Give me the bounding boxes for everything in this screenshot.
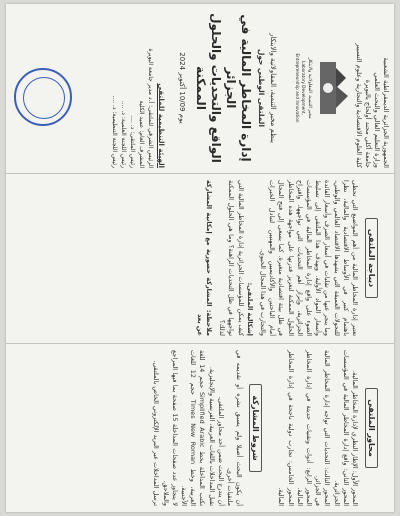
- axes-panel: [6, 344, 394, 512]
- organizer-line: ينظم مخبر التنمية، المقاولاتية والابتكار: [269, 33, 277, 143]
- committee-item: رئيس اللجنة التنظيمية: د. ....: [111, 95, 118, 168]
- faculty-line: كلية العلوم الاقتصادية والتجارية وعلوم التسيير: [355, 43, 363, 168]
- preamble-heading: ديباجة الملتقى: [365, 218, 378, 298]
- committee-item: الرئيس الشرفي للملتقى: أ.د مدير جامعة البويرة: [147, 48, 154, 168]
- problem-label: إشكالية الملتقى:: [245, 282, 254, 336]
- axis-item: المحور الثاني: واقع إدارة المخاطر المالية في المؤسسات الجزائرية.: [332, 350, 350, 506]
- problem-text: كيف يمكن للمؤسسات الجزائرية إدارة المخاطر المالية التي تواجهها في ظل التحديات الراهنة؟ وما هي الحلول الممكنة لذلك؟: [218, 180, 245, 336]
- lab-name-ar: مخبر التنمية، المقاولاتية والابتكار: [307, 57, 312, 119]
- axis-item: المحور الرابع: أدوات وتقنيات حديثة في إدارة المخاطر المالية.: [295, 350, 313, 506]
- committee-list: [110, 8, 155, 168]
- ministry-line: وزارة التعليم العالي والبحث العلمي: [373, 72, 381, 168]
- condition-item: أن يكون البحث أصيلا ولم يسبق نشره أو تقديمه في ملتقيات أخرى.: [225, 350, 244, 506]
- axis-item: المحور الأول: الإطار النظري لإدارة المخاطر المالية.: [351, 370, 359, 506]
- axes-heading: محاور الملتقى: [365, 388, 378, 468]
- event-title-line2: الواقع والتحديات والحلول الممكنة: [194, 13, 223, 163]
- conditions-heading: شروط المشاركة: [249, 384, 262, 471]
- condition-item: أن يندرج البحث ضمن أحد محاور الملتقى.: [216, 396, 225, 506]
- event-title-line1: إدارة المخاطر المالية في الجزائر: [224, 14, 253, 162]
- lab-name-en: Laboratory Development, Entrepreneurship and Innovation: [295, 53, 306, 123]
- preamble-text: تعتبر إدارة المخاطر المالية من أهم المواضيع التي تحظى باهتمام كبير في الأوساط الاقتصادية والمالية، نظرا للتحولات العميقة التي يشهدها الاقتصاد العالمي والوطني، وما ينجر عنها من تقلبات في أسعار الصرف وأسعار الفائدة وأسعار المواد الأولية. ويهدف هذا الملتقى إلى تسليط الضوء على واقع إدارة المخاطر المالية في المؤسسات الجزائرية، وإبراز أهم التحديات التي تواجهها، واقتراح الحلول الممكنة لتعزيز قدرتها على مواجهة هذه المخاطر في ظل بيئة اقتصادية متغيرة. كما يسعى إلى فتح المجال أمام الباحثين والأكاديميين والمهنيين لتبادل الخبرات والتجارب في هذا المجال الحيوي.: [258, 180, 359, 336]
- committee-item: رئيس الملتقى: د. ....: [129, 115, 136, 168]
- condition-item: ترسل المداخلات عبر البريد الإلكتروني الخاص بالملتقى.: [152, 360, 161, 506]
- cover-panel: [6, 4, 394, 172]
- committee-heading: الهيئة التنظيمية للملتقى: [157, 83, 165, 168]
- axis-item: المحور الثالث: التحديات التي تواجه إدارة المخاطر المالية في الجزائر.: [314, 350, 332, 506]
- university-seal: [14, 68, 72, 126]
- condition-item: لا يتجاوز عدد صفحات المداخلة 15 صفحة بما فيها المراجع والملاحق.: [161, 350, 179, 506]
- event-date: يوم 10/09 أكتوبر 2024: [178, 52, 186, 124]
- country-line: الجمهورية الجزائرية الديمقراطية الشعبية: [382, 57, 390, 168]
- axis-item: المحور الخامس: تجارب دولية ناجحة في إدارة المخاطر المالية.: [277, 350, 295, 506]
- event-type: الملتقى الوطني حول: [257, 48, 266, 127]
- lab-logo-icon: [316, 58, 350, 118]
- committee-item: رئيس اللجنة العلمية: د. ....: [120, 100, 127, 168]
- condition-item: تقبل المداخلات باللغات العربية، الفرنسية والإنجليزية.: [207, 366, 216, 506]
- condition-item: تكتب المداخلة بخط Simplified Arabic حجم 14 للغة العربية، وخط Times New Roman حجم 12 للغات الأجنبية.: [179, 350, 207, 506]
- committee-item: المشرف العام: عميد الكلية: [138, 100, 145, 168]
- lab-logo: [288, 46, 350, 130]
- university-line: جامعة أكلي محند أولحاج بالبويرة: [364, 79, 372, 168]
- participation-note: ملاحظة: المشاركة حضورية مع إمكانية المشاركة عن بعد: [195, 180, 213, 336]
- brochure-sheet: [6, 4, 394, 512]
- preamble-panel: [6, 174, 394, 342]
